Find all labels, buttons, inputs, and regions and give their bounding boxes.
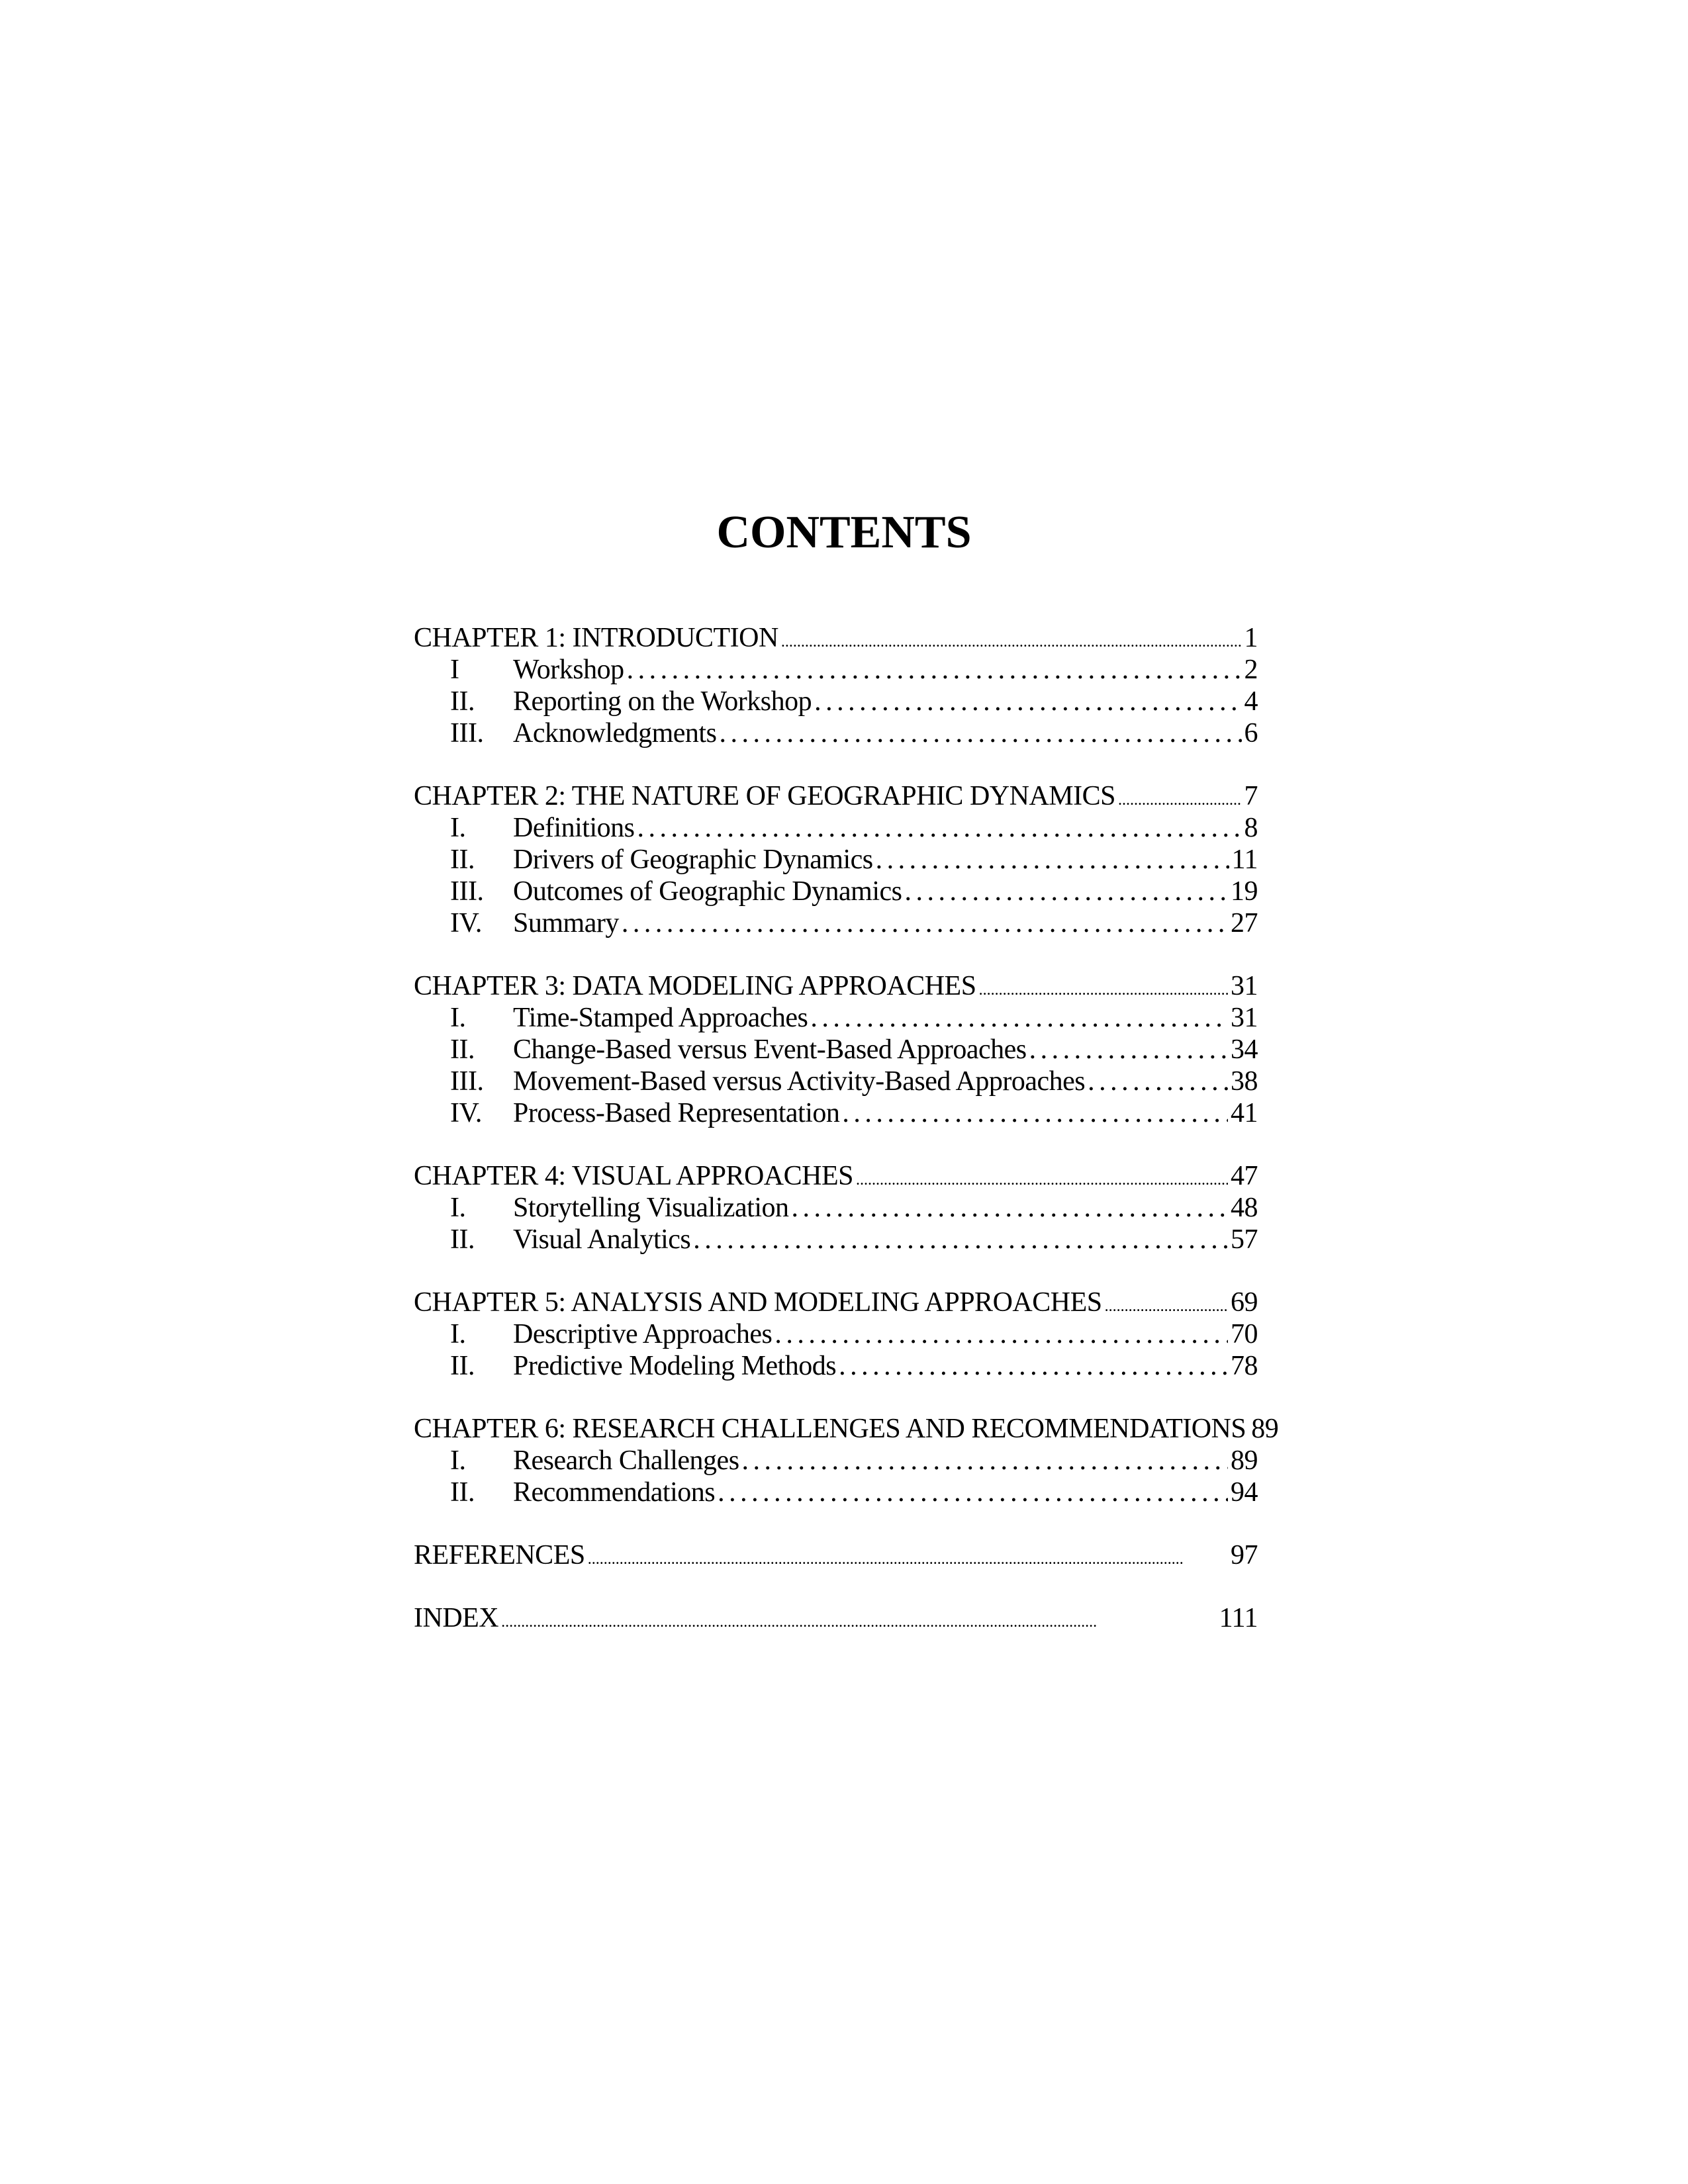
toc-section-title: Acknowledgments [513,718,717,749]
toc-chapter-entry[interactable] [414,1602,1258,1634]
toc-chapter-entry[interactable] [414,1160,1258,1192]
dot-leader [781,622,1242,658]
toc-page-number: 1 [1244,623,1258,653]
dot-leader [1029,1034,1228,1066]
toc-page-number: 31 [1231,971,1258,1001]
toc-page-number: 47 [1231,1161,1258,1191]
toc-chapter-entry[interactable] [414,1413,1279,1445]
toc-section-title: Definitions [513,813,635,843]
toc-section-entry[interactable] [414,907,1258,939]
toc-section-entry[interactable] [414,1224,1258,1255]
toc-section-title: Recommendations [513,1477,716,1508]
toc-page-number: 31 [1231,1003,1258,1033]
toc-page-number: 19 [1231,876,1258,907]
dot-leader [792,1192,1229,1224]
toc-page-number: 57 [1231,1224,1258,1255]
toc-chapter-title: CHAPTER 5: ANALYSIS AND MODELING APPROACHES [414,1287,1102,1318]
dot-leader [905,876,1229,907]
toc-section-title: Summary [513,908,619,938]
toc-section-number: I [450,655,459,685]
toc-page-number: 2 [1244,655,1258,685]
toc-section-number: III. [450,876,484,907]
dot-leader [501,1602,1216,1638]
toc-section-title: Descriptive Approaches [513,1319,773,1349]
toc-chapter-title: REFERENCES [414,1540,585,1570]
toc-section-number: I. [450,1003,466,1033]
toc-section-title: Change-Based versus Event-Based Approaches [513,1034,1027,1065]
toc-chapter-title: CHAPTER 3: DATA MODELING APPROACHES [414,971,976,1001]
toc-page-number: 70 [1231,1319,1258,1349]
toc-chapter-title: CHAPTER 4: VISUAL APPROACHES [414,1161,853,1191]
toc-section-title: Storytelling Visualization [513,1193,789,1223]
dot-leader [842,1097,1228,1129]
toc-section-number: II. [450,1477,475,1508]
toc-page-number: 89 [1251,1414,1279,1444]
toc-section-number: II. [450,1034,475,1065]
toc-section-title: Workshop [513,655,624,685]
toc-section-entry[interactable] [414,1002,1258,1034]
toc-page-number: 41 [1231,1098,1258,1128]
toc-section-number: I. [450,1319,466,1349]
toc-page-number: 111 [1219,1603,1258,1633]
toc-page-number: 89 [1231,1445,1258,1476]
dot-leader [622,907,1228,939]
toc-section-entry[interactable] [414,686,1258,717]
toc-section-number: II. [450,1351,475,1381]
toc-section-number: I. [450,813,466,843]
toc-section-entry[interactable] [414,717,1258,749]
toc-section-title: Time-Stamped Approaches [513,1003,808,1033]
toc-section-title: Drivers of Geographic Dynamics [513,844,873,875]
toc-page-number: 27 [1231,908,1258,938]
toc-section-number: II. [450,844,475,875]
toc-section-entry[interactable] [414,812,1258,844]
toc-section-number: I. [450,1445,466,1476]
dot-leader [1118,780,1242,816]
toc-chapter-title: CHAPTER 2: THE NATURE OF GEOGRAPHIC DYNAMICS [414,781,1115,811]
toc-page-number: 38 [1231,1066,1258,1097]
dot-leader [1105,1287,1228,1322]
toc-page-number: 97 [1231,1540,1258,1570]
dot-leader [979,970,1228,1006]
dot-leader [1088,1066,1228,1097]
toc-section-number: III. [450,1066,484,1097]
toc-section-title: Visual Analytics [513,1224,691,1255]
dot-leader [719,717,1241,749]
dot-leader [718,1477,1228,1508]
toc-section-number: II. [450,1224,475,1255]
toc-chapter-title: INDEX [414,1603,499,1633]
toc-chapter-entry[interactable] [414,622,1258,654]
toc-section-title: Predictive Modeling Methods [513,1351,837,1381]
toc-section-number: II. [450,686,475,717]
dot-leader [876,844,1229,876]
dot-leader [814,686,1241,717]
dot-leader [774,1318,1228,1350]
toc-section-title: Research Challenges [513,1445,739,1476]
toc-chapter-title: CHAPTER 1: INTRODUCTION [414,623,778,653]
dot-leader [637,812,1241,844]
dot-leader [588,1539,1228,1575]
dot-leader [856,1160,1228,1196]
toc-page-number: 78 [1231,1351,1258,1381]
toc-page-number: 11 [1231,844,1258,875]
toc-section-entry[interactable] [414,1066,1258,1097]
toc-chapter-title: CHAPTER 6: RESEARCH CHALLENGES AND RECOMMENDATIONS [414,1414,1246,1444]
toc-section-title: Movement-Based versus Activity-Based Approaches [513,1066,1086,1097]
table-of-contents [414,622,1279,1634]
toc-section-number: III. [450,718,484,749]
toc-page-number: 6 [1244,718,1258,749]
toc-section-entry[interactable] [414,1350,1258,1382]
dot-leader [742,1445,1228,1477]
toc-page-number: 7 [1244,781,1258,811]
toc-chapter-entry[interactable] [414,1539,1258,1571]
toc-section-entry[interactable] [414,1445,1258,1477]
page-title: CONTENTS [716,507,972,558]
toc-section-title: Reporting on the Workshop [513,686,812,717]
toc-section-number: I. [450,1193,466,1223]
toc-section-entry[interactable] [414,1318,1258,1350]
toc-section-number: IV. [450,908,482,938]
toc-page-number: 34 [1231,1034,1258,1065]
toc-page-number: 4 [1244,686,1258,717]
dot-leader [627,654,1242,686]
toc-chapter-entry[interactable] [414,780,1258,812]
toc-chapter-entry[interactable] [414,970,1258,1002]
toc-section-entry[interactable] [414,1034,1258,1066]
toc-page-number: 48 [1231,1193,1258,1223]
toc-section-number: IV. [450,1098,482,1128]
toc-page-number: 69 [1231,1287,1258,1318]
toc-section-entry[interactable] [414,844,1258,876]
toc-section-entry[interactable] [414,654,1258,686]
toc-page-number: 94 [1231,1477,1258,1508]
toc-section-entry[interactable] [414,1477,1258,1508]
toc-section-entry[interactable] [414,1192,1258,1224]
toc-chapter-entry[interactable] [414,1287,1258,1318]
toc-page-number: 8 [1244,813,1258,843]
toc-section-entry[interactable] [414,876,1258,907]
toc-section-entry[interactable] [414,1097,1258,1129]
dot-leader [839,1350,1228,1382]
dot-leader [693,1224,1228,1255]
toc-section-title: Outcomes of Geographic Dynamics [513,876,902,907]
toc-section-title: Process-Based Representation [513,1098,840,1128]
dot-leader [810,1002,1228,1034]
